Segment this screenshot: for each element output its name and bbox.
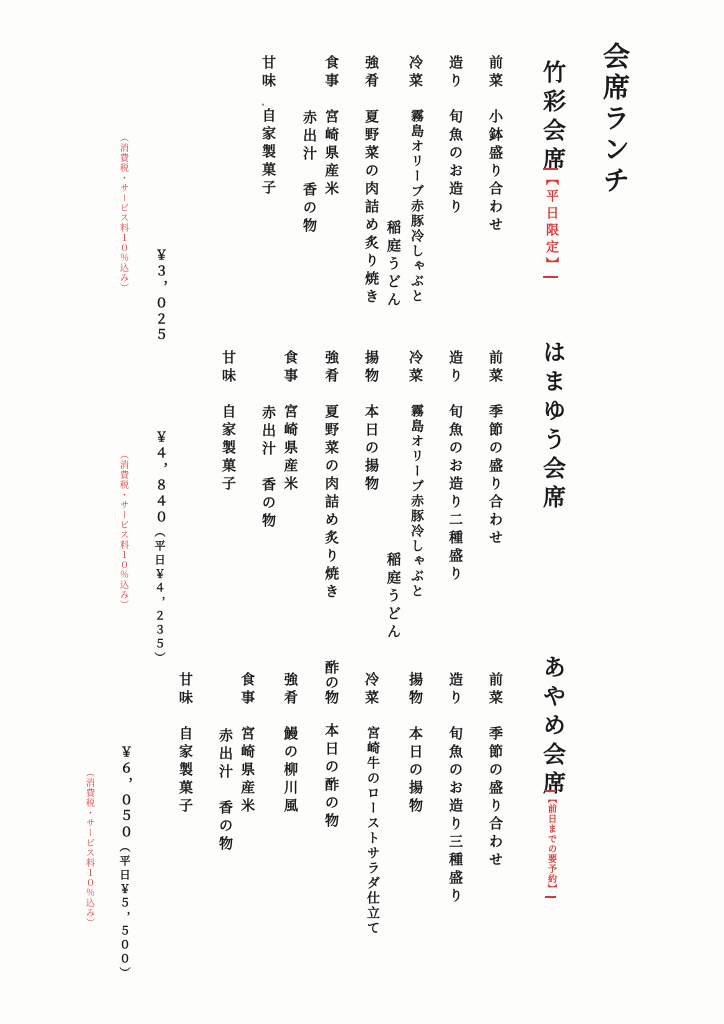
course-2-name: はまゆう会席 (539, 340, 566, 514)
course-2-item-6-line-2: 赤出汁 香の物 (260, 405, 276, 531)
course-2-item-6: 食事 宮崎県産米 (282, 350, 298, 494)
course-1-item-5-line-2: 赤出汁 香の物 (301, 110, 317, 236)
course-3-price: ￥６，０５０（平日￥５，５００） (117, 745, 132, 981)
course-1-tax-note: （消費税・サービス料１０％込み） (118, 133, 128, 293)
course-1-item-4: 強肴 夏野菜の肉詰め炙り焼き (363, 55, 379, 307)
course-1-name: 竹彩会席 (539, 60, 566, 176)
course-1-item-5: 食事 宮崎県産米 (323, 55, 339, 199)
dot-mark-icon: ・ (257, 98, 270, 112)
course-1-item-6: 甘味 (260, 55, 276, 91)
course-3-item-7: 食事 宮崎県産米 (239, 672, 255, 816)
course-2-item-1: 前菜 季節の盛り合わせ (487, 350, 503, 548)
course-3-item-2: 造り 旬魚のお造り三種盛り (447, 672, 463, 906)
course-2-price: ￥４，８４０（平日￥４，２３５） (152, 430, 167, 666)
course-3-tax-note: （消費税・サービス料１０％込み） (84, 768, 94, 928)
course-1-item-1: 前菜 小鉢盛り合わせ (487, 55, 503, 235)
course-3-item-7-line-2: 赤出汁 香の物 (217, 728, 233, 854)
course-2-item-5: 強肴 夏野菜の肉詰め炙り焼き (323, 350, 339, 602)
course-1-item-3: 冷菜 霧島オリーブ赤豚冷しゃぶと (407, 55, 423, 304)
course-3-item-8: 甘味 自家製菓子 (177, 672, 193, 816)
course-1-item-2: 造り 旬魚のお造り (447, 55, 463, 217)
course-1-badge: 【平日限定】 (543, 168, 558, 278)
course-3-badge: 【前日までの要予約】 (545, 790, 556, 898)
course-2-item-2: 造り 旬魚のお造り二種盛り (447, 350, 463, 584)
course-1-item-3-line-2: 稲庭うどん (385, 220, 401, 310)
course-3-name: あやめ会席 (539, 655, 566, 800)
course-2-tax-note: （消費税・サービス料１０％込み） (118, 450, 128, 610)
course-3-item-1: 前菜 季節の盛り合わせ (487, 672, 503, 870)
course-1-item-6-text: 自家製菓子 (260, 108, 276, 198)
course-2-item-4: 揚物 本日の揚物 (363, 350, 379, 494)
course-3-item-5: 酢の物 本日の酢の物 (323, 660, 339, 831)
course-2-item-3: 冷菜 霧島オリーブ赤豚冷しゃぶと (407, 350, 423, 599)
course-3-item-6: 強肴 鰻の柳川風 (282, 672, 298, 816)
course-3-item-3: 揚物 本日の揚物 (407, 672, 423, 816)
course-2-item-7: 甘味 自家製菓子 (220, 350, 236, 494)
course-1-price: ￥３，０２５ (152, 248, 167, 344)
page-title: 会席ランチ (598, 42, 629, 197)
course-2-item-3-line-2: 稲庭うどん (385, 552, 401, 642)
course-3-item-4: 冷菜 宮崎牛のローストサラダ仕立て (363, 672, 379, 936)
